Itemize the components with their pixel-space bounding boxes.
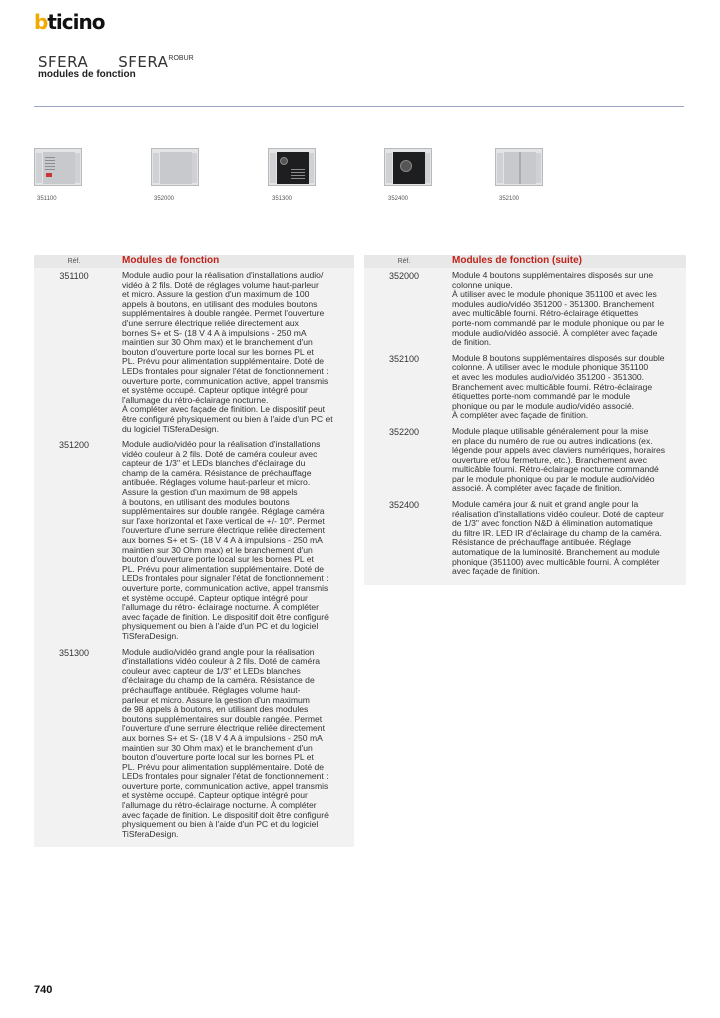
product-image-352000 (151, 148, 199, 188)
table-row (34, 271, 354, 434)
row-description: Module audio pour la réalisation d'installations audio/ vidéo à 2 fils. Doté de réglages volume haut-parleur et micro. Assure la gestion d'un maximum de 100 appels à boutons, en utilisant des modules boutons supplémentaires à double rangée. Permet l'ouverture d'une serrure électrique reliée directement aux bornes S+ et S- (18 V 4 A à impulsions - 250 mA maintien sur 30 Ohm max) et le branchement d'un bouton d'ouverture porte local sur les bornes PL et PL. Prévu pour alimentation supplémentaire. Doté de LEDs frontales pour signaler l'état de fonctionnement : ouverture porte, communication active, appel transmis et système occupé. Capteur optique intégré pour l'allumage du rétro-éclairage nocturne. À compléter avec façade de finition. Le dispositif peut être configuré physiquement ou bien à l'aide d'un PC et du logiciel TiSferaDesign. (122, 270, 333, 434)
table-row (364, 271, 686, 348)
row-ref: 352200 (388, 426, 420, 437)
bticino-logo: bticino (34, 10, 105, 34)
table-row (364, 427, 686, 494)
product-code: 351100 (37, 196, 57, 202)
row-description: Module caméra jour & nuit et grand angle pour la réalisation d'installations vidéo couleur. Doté de capteur de 1/3" avec fonction N&D à élimination automatique du filtre IR. LED IR d'éclairage du champ de la caméra. Résistance de préchauffage antibuée. Réglage automatique de la luminosité. Branchement au module phonique (351100) avec multicâble fourni. À compléter avec façade de finition. (452, 499, 664, 577)
product-code: 352100 (499, 196, 520, 202)
product-code: 351300 (272, 196, 293, 202)
row-ref: 352100 (388, 353, 420, 364)
page-number: 740 (34, 984, 53, 996)
table-header (364, 255, 686, 268)
brand-sfera: SFERA (38, 53, 89, 71)
table-title: Modules de fonction (122, 255, 220, 266)
row-description: Module 4 boutons supplémentaires disposés sur une colonne unique. À utiliser avec le module phonique 351100 et avec les modules audio/vidéo 351200 - 351300. Branchement avec multicâble fourni. Rétro-éclairage étiquettes porte-nom commandé par le module phonique ou par le module audio/vidéo associé. À compléter avec façade de finition. (452, 270, 665, 348)
right-table (364, 255, 686, 585)
header-divider (34, 106, 684, 107)
table-row (34, 440, 354, 641)
brand-sfera-robur: SFERA (118, 53, 169, 71)
row-ref: 351300 (58, 647, 90, 658)
product-image-352100 (495, 148, 543, 188)
row-description: Module plaque utilisable généralement pour la mise en place du numéro de rue ou autres indications (ex. légende pour appels avec claviers numériques, horaires ouverture et/ou fermeture, etc.). Branchement avec multicâble fourni. Rétro-éclairage nocturne commandé par le module phonique ou par le module audio/vidéo associé. À compléter avec façade de finition. (452, 425, 666, 494)
page-subtitle: modules de fonction (38, 69, 136, 80)
table-title: Modules de fonction (suite) (452, 255, 582, 266)
left-table (34, 255, 354, 847)
table-header (34, 255, 354, 268)
product-code: 352000 (154, 196, 175, 202)
row-description: Module audio/vidéo grand angle pour la réalisation d'installations vidéo couleur à 2 fils. Doté de caméra couleur avec capteur de 1/3" et LEDs blanches d'éclairage du champ de la caméra. Résistance de préchauffage antibuée. Réglages volume haut- parleur et micro. Assure la gestion d'un maximum de 98 appels à boutons, en utilisant des modules boutons supplémentaires sur double rangée. Permet l'ouverture d'une serrure électrique reliée directement aux bornes S+ et S- (18 V 4 A à impulsions - 250 mA maintien sur 30 Ohm max) et le branchement d'un bouton d'ouverture porte local sur les bornes PL et PL. Prévu pour alimentation supplémentaire. Doté de LEDs frontales pour signaler l'état de fonctionnement : ouverture porte, communication active, appel transmis et système occupé. Capteur optique intégré pour l'allumage du rétro-éclairage nocturne. À compléter avec façade de finition. Le dispositif doit être configuré physiquement ou bien à l'aide d'un PC et du logiciel TiSferaDesign. (122, 646, 329, 839)
product-image-351100 (34, 148, 82, 188)
product-image-351300 (268, 148, 316, 188)
row-ref: 352000 (388, 271, 420, 281)
ref-column-label: Réf. (397, 258, 411, 265)
row-ref: 352400 (388, 500, 420, 511)
product-image-352400 (384, 148, 432, 188)
row-ref: 351100 (59, 271, 89, 281)
row-description: Module 8 boutons supplémentaires disposés sur double colonne. À utiliser avec le module phonique 351100 et avec les modules audio/vidéo 351200 - 351300. Branchement avec multicâble fourni. Rétro-éclairage étiquettes porte-nom commandé par le module phonique ou par le module audio/vidéo associé. À compléter avec façade de finition. (452, 352, 665, 421)
table-row (364, 354, 686, 421)
ref-column-label: Réf. (67, 258, 81, 265)
table-row (364, 500, 686, 577)
row-ref: 351200 (58, 440, 90, 451)
table-row (34, 648, 354, 840)
row-description: Module audio/vidéo pour la réalisation d'installations vidéo couleur à 2 fils. Doté de caméra couleur avec capteur de 1/3" et LEDs blanches d'éclairage du champ de la caméra. Résistance de préchauffage antibuée. Réglages volume haut-parleur et micro. Assure la gestion d'un maximum de 98 appels à boutons, en utilisant des modules boutons supplémentaires sur double rangée. Réglage caméra sur l'axe horizontal et l'axe vertical de +/- 10°. Permet l'ouverture d'une serrure électrique reliée directement aux bornes S+ et S- (18 V 4 A à impulsions - 250 mA maintien sur 30 Ohm max) et le branchement d'un bouton d'ouverture porte local sur les bornes PL et PL. Prévu pour alimentation supplémentaire. Doté de LEDs frontales pour signaler l'état de fonctionnement : ouverture porte, communication active, appel transmis et système occupé. Capteur optique intégré pour l'allumage du rétro- éclairage nocturne. À compléter avec façade de finition. Le dispositif doit être configuré physiquement ou bien à l'aide d'un PC et du logiciel TiSferaDesign. (122, 439, 329, 641)
product-code: 352400 (388, 196, 409, 202)
brand-robur-sup: ROBUR (168, 55, 194, 62)
